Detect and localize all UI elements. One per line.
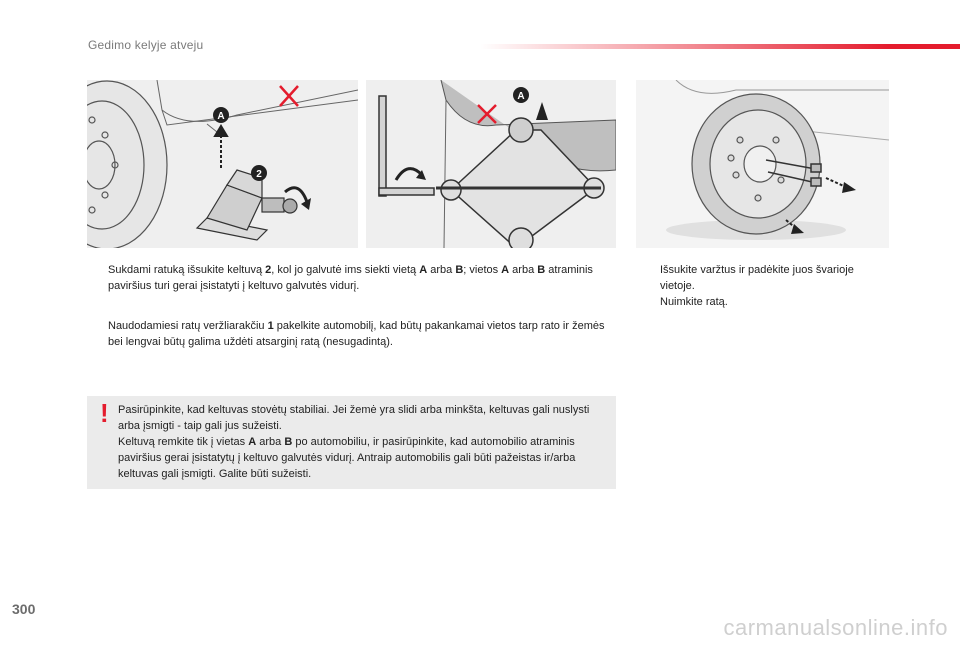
callout-a-label: A xyxy=(517,91,525,102)
page-number: 300 xyxy=(12,601,36,617)
warning-text: Pasirūpinkite, kad keltuvas stovėtų stabiliai. Jei žemė yra slidi arba minkšta, keltuvas gali nuslysti arba įsmigti - taip gali jus sužeisti. Keltuvą remkite tik į vietas A arba B po automobiliu, ir pasirūpinkite, kad automobilio atraminis paviršius gerai įsistatytų į keltuvo galvutės vidurį. Antraip automobilis gali būti pažeistas ir/arba keltuvas gali įsmigti. Galite būti sužeisti. xyxy=(118,404,590,480)
callout-2-label: 2 xyxy=(256,169,262,180)
callout-a-label: A xyxy=(217,111,225,122)
wheel-drawing xyxy=(692,94,820,234)
wheel-removal-illustration xyxy=(636,80,889,248)
jack-positioning-illustration xyxy=(87,80,358,248)
warning-exclamation-icon: ! xyxy=(100,398,109,428)
jack-wrench-illustration xyxy=(366,80,616,248)
header-accent-bar xyxy=(480,44,960,49)
site-watermark: carmanualsonline.info xyxy=(723,615,948,640)
safety-warning-box xyxy=(87,396,616,489)
page-header-title: Gedimo kelyje atveju xyxy=(88,38,204,52)
